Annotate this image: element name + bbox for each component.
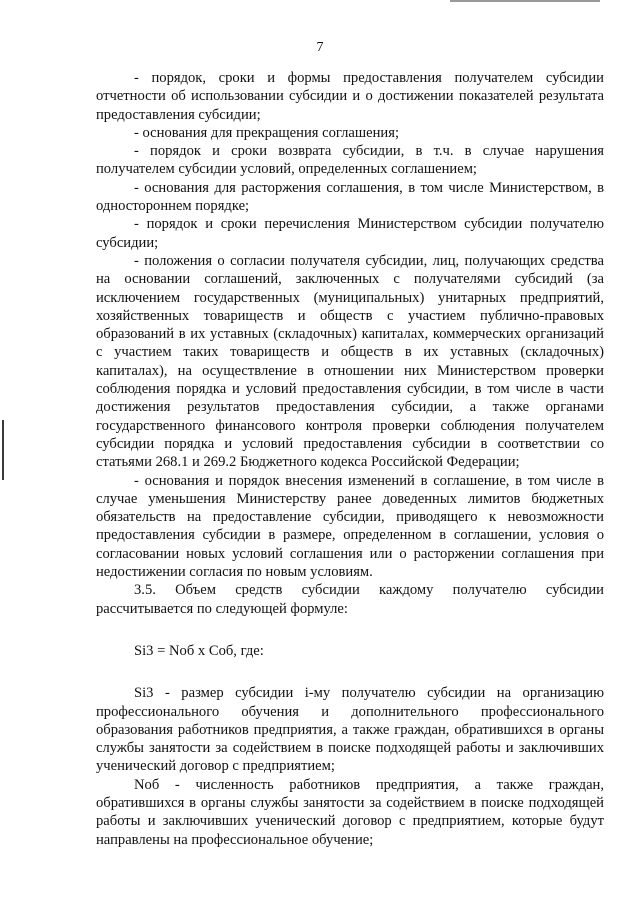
list-item-amendment-procedure: - основания и порядок внесения изменений в соглашение, в том числе в случае уменьшения Министерству ранее доведенных лимитов бюджетных обязательств на предоставление субсидии, приводящего к невозможности предоставления субсидии в размере, определенном в соглашении, условия о согласовании новых условий соглашения или о расторжении соглашения при недостижении согласия по новым условиям. — [96, 472, 604, 581]
scan-edge-mark — [450, 0, 600, 2]
definition-si3: Si3 - размер субсидии i-му получателю субсидии на организацию профессионального обучения и дополнительного профессионального образования работников предприятия, а также граждан, обратившихся в органы службы занятости за содействием в поиске подходящей работы и заключивших ученический договор с предприятием; — [96, 685, 604, 775]
list-item-consent-provisions: - положения о согласии получателя субсидии, лиц, получающих средства на основании соглашений, заключенных с получателями субсидий (за исключением государственных (муниципальных) унитарных предприятий, хозяйственных товариществ и обществ с участием публично-правовых образований в их уставных (складочных) капиталах, коммерческих организаций с участием таких товариществ и обществ в их уставных (складочных) капиталах), на осуществление в отношении них Министерством проверки соблюдения порядка и условий предоставления субсидии, в том числе в части достижения результатов предоставления субсидии, а также органами государственного финансового контроля проверки соблюдения получателем субсидии порядка и условий предоставления субсидии в соответствии со статьями 268.1 и 269.2 Бюджетного кодекса Российской Федерации; — [96, 252, 604, 471]
list-item-reporting: - порядок, сроки и формы предоставления получателем субсидии отчетности об использовании субсидии и о достижении показателей результата предоставления субсидии; — [96, 70, 604, 123]
scan-edge-mark — [2, 420, 4, 480]
section-3-5-paragraph: 3.5. Объем средств субсидии каждому получателю субсидии рассчитывается по следующей формуле: — [96, 582, 604, 617]
definition-nob: Nоб - численность работников предприятия, а также граждан, обратившихся в органы службы занятости за содействием в поиске подходящей работы и заключивших ученический договор с предприятием, которые будут направлены на профессиональное обучение; — [96, 776, 604, 848]
list-item-refund-procedure: - порядок и сроки возврата субсидии, в т.ч. в случае нарушения получателем субсидии условий, определенных соглашением; — [96, 143, 604, 178]
list-item-termination-grounds: - основания для прекращения соглашения; — [134, 124, 400, 141]
document-body — [96, 69, 604, 849]
subsidy-formula: Si3 = Nоб x Cоб, где: — [134, 642, 264, 659]
list-item-transfer-procedure: - порядок и сроки перечисления Министерством субсидии получателю субсидии; — [96, 216, 604, 251]
page-number: 7 — [316, 40, 324, 55]
list-item-dissolution-grounds: - основания для расторжения соглашения, в том числе Министерством, в одностороннем порядке; — [96, 179, 604, 215]
